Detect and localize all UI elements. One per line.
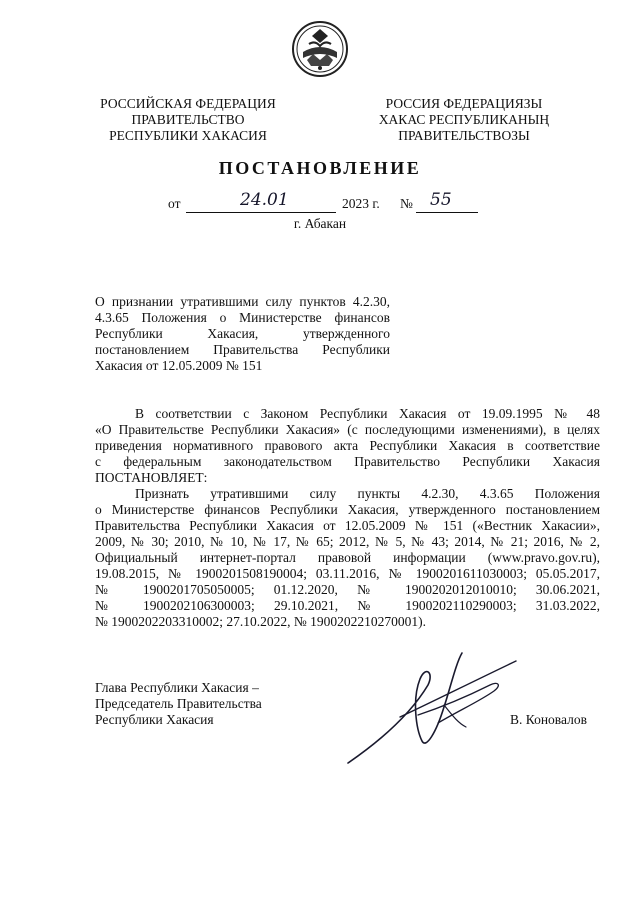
year-label: 2023 г. <box>342 196 380 211</box>
body-line: № 1900202106300003; 29.10.2021, № 1900202110290003; 31.03.2022, <box>95 598 600 613</box>
number-label: № <box>400 196 413 211</box>
body-line: В соответствии с Законом Республики Хакасия от 19.09.1995 № 48 <box>135 406 600 421</box>
handwritten-number: 55 <box>430 190 452 210</box>
signatory-position <box>95 680 335 728</box>
body-line: 19.08.2015, № 1900201508190004; 03.11.2016, № 1900201611030003; 05.05.2017, <box>95 566 600 581</box>
signatory-position-line: Глава Республики Хакасия – <box>95 680 259 695</box>
subject-line: постановлением Правительства Республики <box>95 342 390 357</box>
header-right-block <box>358 96 570 144</box>
body-line: Правительства Республики Хакасия от 12.05.2009 № 151 («Вестник Хакасии», <box>95 518 600 533</box>
document-body <box>95 406 600 630</box>
body-line: № 1900202203310002; 27.10.2022, № 1900202210270001). <box>95 614 427 629</box>
body-line: приведения нормативного правового акта Республики Хакасия в соответствие <box>95 438 600 453</box>
header-left-line: РОССИЙСКАЯ ФЕДЕРАЦИЯ <box>100 96 276 111</box>
body-line: Признать утратившими силу пункты 4.2.30, 4.3.65 Положения <box>135 486 600 501</box>
signatory-name: В. Коновалов <box>510 712 587 727</box>
subject-line: Республики Хакасия, утвержденного <box>95 326 390 341</box>
handwritten-signature <box>340 645 520 770</box>
body-line: № 1900201705050005; 01.12.2020, № 1900202012010010; 30.06.2021, <box>95 582 600 597</box>
signatory-position-line: Председатель Правительства <box>95 696 262 711</box>
signatory-position-line: Республики Хакасия <box>95 712 214 727</box>
header-left-line: ПРАВИТЕЛЬСТВО <box>131 112 245 127</box>
date-prefix: от <box>168 196 181 211</box>
header-right-line: ПРАВИТЕЛЬСТВОЗЫ <box>398 128 530 143</box>
body-line: 2009, № 30; 2010, № 10, № 17, № 65; 2012, № 5, № 43; 2014, № 21; 2016, № 2, <box>95 534 600 549</box>
header-right-line: ХАКАС РЕСПУБЛИКАНЫҢ <box>378 112 550 127</box>
handwritten-date: 24.01 <box>240 190 289 210</box>
body-line: о Министерстве финансов Республики Хакасия, утвержденного постановлением <box>95 502 600 517</box>
header-left-block <box>88 96 288 144</box>
coat-of-arms-emblem <box>291 20 349 78</box>
document-title: ПОСТАНОВЛЕНИЕ <box>218 158 422 178</box>
subject-line: Хакасия от 12.05.2009 № 151 <box>95 358 263 373</box>
city-label: г. Абакан <box>293 216 347 231</box>
body-line: Официальный интернет-портал правовой информации (www.pravo.gov.ru), <box>95 550 600 565</box>
body-line: с федеральным законодательством Правительство Республики Хакасия <box>95 454 600 469</box>
subject-line: 4.3.65 Положения о Министерстве финансов <box>95 310 390 325</box>
body-line: «О Правительстве Республики Хакасия» (с последующими изменениями), в целях <box>95 422 600 437</box>
subject-line: О признании утратившими силу пунктов 4.2.30, <box>95 294 390 309</box>
header-left-line: РЕСПУБЛИКИ ХАКАСИЯ <box>109 128 267 143</box>
date-number-row <box>168 190 488 216</box>
document-subject <box>95 294 390 374</box>
header-right-line: РОССИЯ ФЕДЕРАЦИЯЗЫ <box>385 96 543 111</box>
body-line: ПОСТАНОВЛЯЕТ: <box>95 470 208 485</box>
